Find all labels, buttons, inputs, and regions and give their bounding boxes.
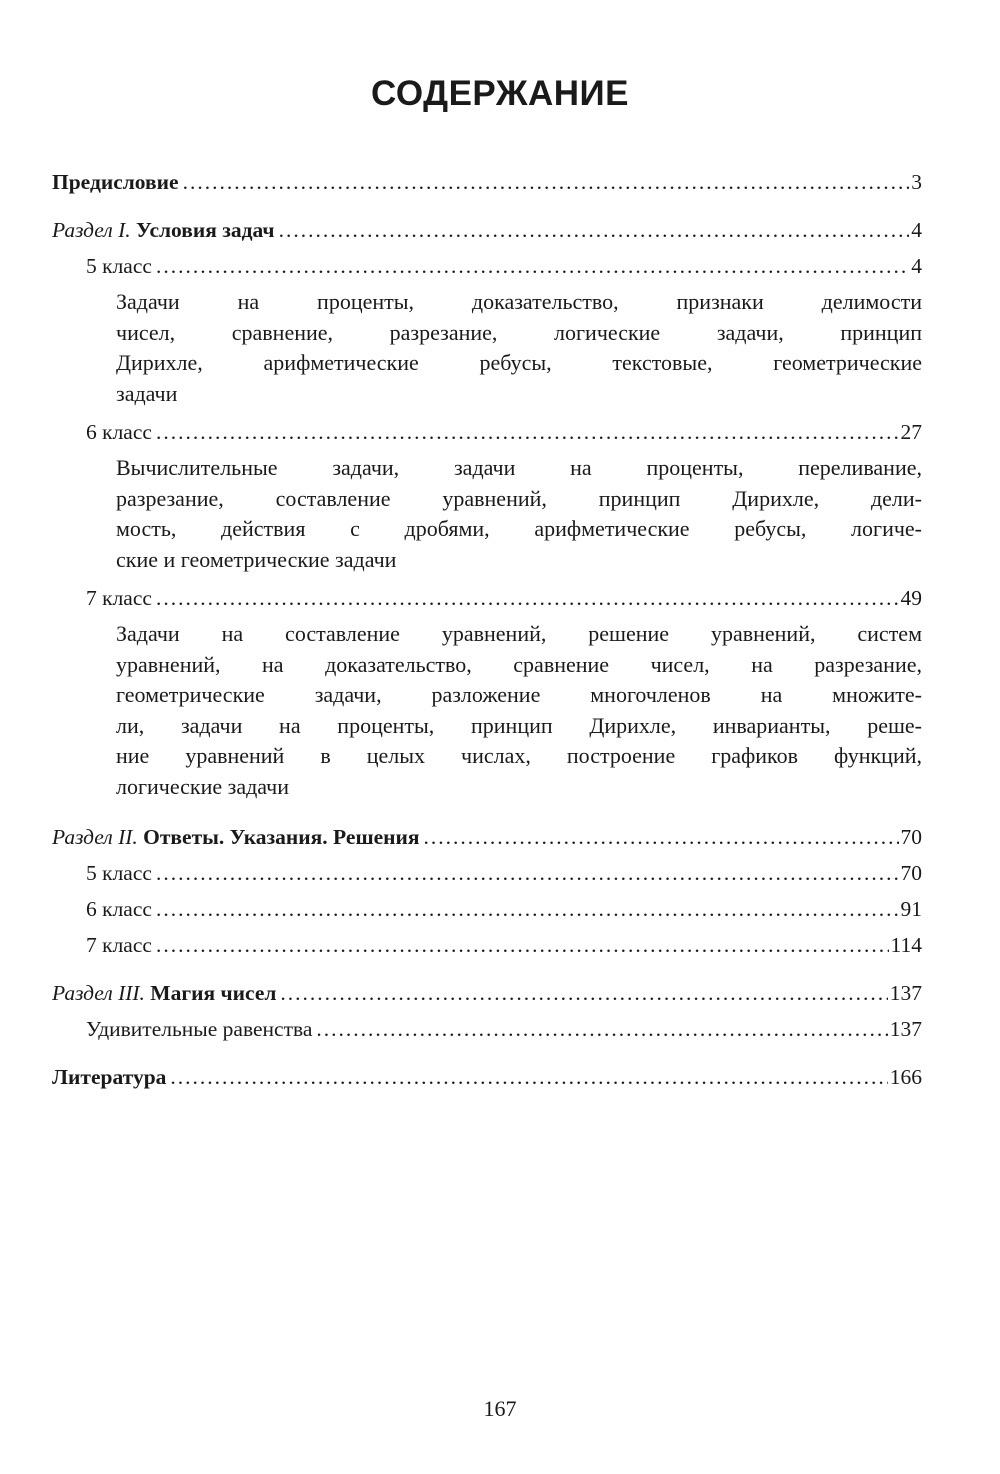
toc-page-number: 49	[900, 586, 922, 610]
toc-page-number: 137	[889, 1017, 922, 1041]
section-name: Условия задач	[135, 218, 275, 242]
dot-leader	[424, 819, 899, 855]
toc-page-number: 3	[911, 170, 922, 194]
description-line: ли, задачи на проценты, принцип Дирихле, инварианты, реше-	[116, 712, 922, 738]
section-name: Ответы. Указания. Решения	[143, 825, 420, 849]
section-prefix: Раздел I.	[52, 218, 131, 242]
toc-label: Литература	[52, 1065, 167, 1089]
toc-entry-section-2[interactable]	[52, 819, 922, 855]
dot-leader	[156, 248, 909, 284]
toc-label: Удивительные равенства	[86, 1017, 313, 1041]
toc-description	[52, 287, 922, 409]
dot-leader	[156, 891, 899, 927]
toc-label: 7 класс	[86, 586, 152, 610]
toc-label	[52, 212, 279, 248]
toc-entry-section-1-grade-6[interactable]	[52, 414, 922, 450]
toc-description	[52, 453, 922, 575]
toc-page-number: 91	[900, 897, 922, 921]
toc-entry-section-1[interactable]	[52, 212, 922, 248]
dot-leader	[170, 1059, 887, 1095]
description-line: ские и геометрические задачи	[116, 546, 397, 572]
dot-leader	[156, 855, 899, 891]
section-prefix: Раздел II.	[52, 825, 138, 849]
toc-entry-section-2-grade-7[interactable]	[52, 927, 922, 963]
dot-leader	[156, 927, 889, 963]
toc-page-number: 4	[911, 218, 922, 242]
page-title: СОДЕРЖАНИЕ	[370, 74, 629, 113]
toc-entry-literature[interactable]	[52, 1059, 922, 1095]
toc-page-number: 137	[889, 981, 922, 1005]
dot-leader	[279, 212, 910, 248]
toc-entry-section-1-grade-5[interactable]	[52, 248, 922, 284]
toc-label: 7 класс	[86, 933, 152, 957]
description-line: задачи	[116, 380, 178, 406]
toc-page-number: 70	[900, 861, 922, 885]
dot-leader	[280, 975, 887, 1011]
toc-page-number: 166	[889, 1065, 922, 1089]
toc-entry-section-2-grade-6[interactable]	[52, 891, 922, 927]
toc-label: 6 класс	[86, 897, 152, 921]
description-line: разрезание, составление уравнений, принцип Дирихле, дели-	[116, 485, 922, 511]
toc-label: 5 класс	[86, 254, 152, 278]
description-line: уравнений, на доказательство, сравнение чисел, на разрезание,	[116, 651, 922, 677]
description-line: геометрические задачи, разложение многочленов на множите-	[116, 682, 922, 707]
page-number-footer: 167	[483, 1396, 517, 1421]
dot-leader	[156, 580, 899, 616]
description-line: Дирихле, арифметические ребусы, текстовые, геометрические	[116, 350, 922, 375]
section-name: Магия чисел	[150, 981, 277, 1005]
toc-description	[52, 619, 922, 802]
table-of-contents	[52, 164, 922, 1095]
description-line: мость, действия с дробями, арифметические ребусы, логиче-	[116, 516, 922, 541]
toc-label: Предисловие	[52, 170, 179, 194]
dot-leader	[156, 414, 899, 450]
toc-page-number: 27	[900, 420, 922, 444]
description-line: чисел, сравнение, разрезание, логические задачи, принцип	[116, 319, 922, 345]
dot-leader	[183, 164, 910, 200]
toc-page-number: 70	[900, 825, 922, 849]
toc-entry-section-3[interactable]	[52, 975, 922, 1011]
toc-label	[52, 975, 280, 1011]
toc-page-number: 4	[911, 254, 922, 278]
toc-entry-preface[interactable]	[52, 164, 922, 200]
toc-entry-section-2-grade-5[interactable]	[52, 855, 922, 891]
description-line: Задачи на проценты, доказательство, признаки делимости	[116, 289, 922, 314]
dot-leader	[316, 1011, 887, 1047]
toc-label: 5 класс	[86, 861, 152, 885]
description-line: логические задачи	[116, 773, 290, 799]
toc-page-number: 114	[890, 933, 922, 957]
toc-label: 6 класс	[86, 420, 152, 444]
description-line: ние уравнений в целых числах, построение графиков функций,	[116, 743, 922, 768]
toc-label	[52, 819, 424, 855]
description-line: Задачи на составление уравнений, решение уравнений, систем	[116, 621, 922, 646]
toc-entry-section-1-grade-7[interactable]	[52, 580, 922, 616]
section-prefix: Раздел III.	[52, 981, 145, 1005]
description-line: Вычислительные задачи, задачи на проценты, переливание,	[116, 455, 922, 480]
toc-entry-section-3-sub[interactable]	[52, 1011, 922, 1047]
